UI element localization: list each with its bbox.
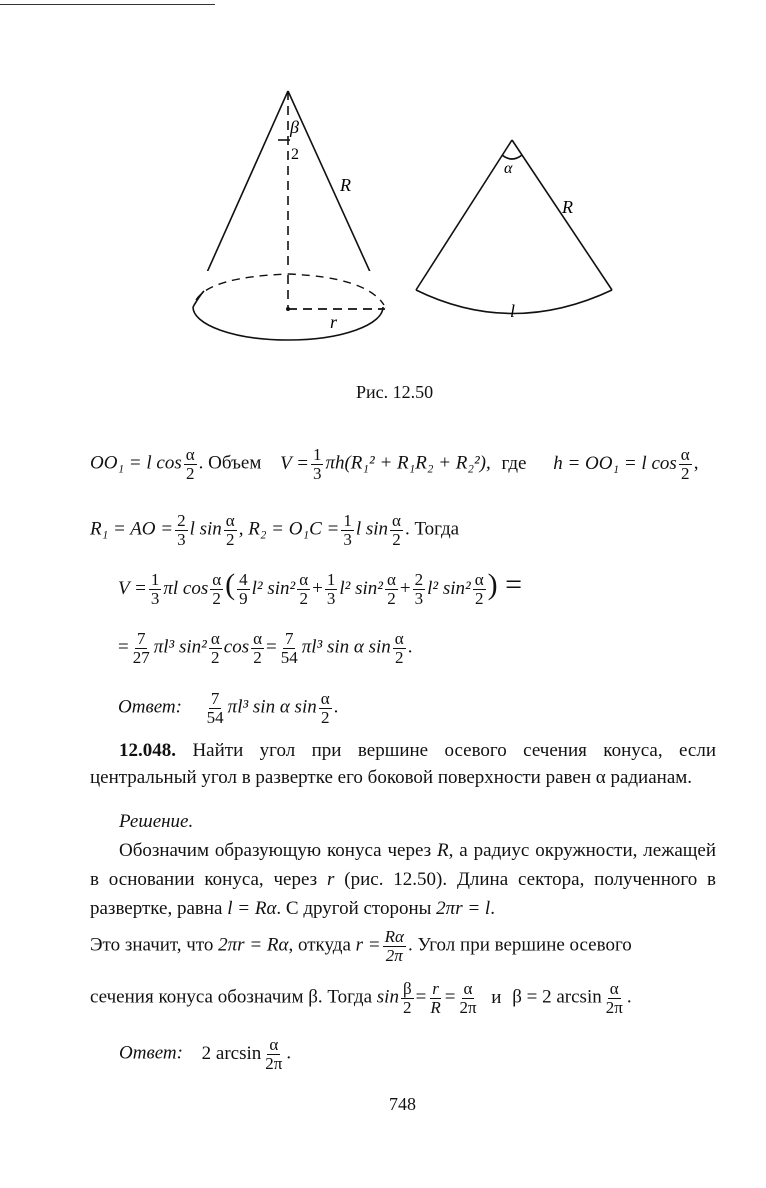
formula-line-3: V = $\frac{1}{3}$ πl cos $\frac{\alpha}{2}$ ( $\frac{4}{9}$ l² sin² $\frac{\alpha}{2}$ + $\frac{1}{3}$ l² sin² $\frac{\alpha}{2}$ + $\frac{2}{3}$ l² sin² $\frac{\alpha}{2}$ ) =	[118, 568, 523, 609]
cone-two-label: 2	[291, 146, 299, 163]
figure-12-50	[180, 85, 620, 345]
answer-final: Ответ: 2 arcsin $\frac{\alpha}{2\pi}$ .	[119, 1035, 292, 1073]
sector-alpha-label: α	[504, 160, 513, 177]
cone-R-label: R	[340, 175, 351, 195]
page-number: 748	[389, 1094, 416, 1114]
sector-l-label: l	[510, 301, 516, 321]
solution-paragraph-3: сечения конуса обозначим β. Тогда sin $\frac{\beta}{2}$ = $\frac{r}{R}$ = $\frac{\alpha}{2\pi}$ и β = 2 arcsin $\frac{\alpha}{2\pi}$ .	[90, 979, 632, 1017]
figure-caption: Рис. 12.50	[356, 382, 434, 402]
solution-label: Решение.	[119, 811, 194, 832]
answer-prev: Ответ: $\frac{7}{54}$ πl³ sin α sin $\frac{\alpha}{2}$ .	[118, 689, 339, 727]
sector-drawing	[416, 140, 612, 314]
cone-beta-label: β	[290, 117, 299, 137]
formula-line-4: = $\frac{7}{27}$ πl³ sin² $\frac{\alpha}{2}$ cos $\frac{\alpha}{2}$ = $\frac{7}{54}$ πl³ sin α sin $\frac{\alpha}{2}$ .	[118, 629, 413, 667]
top-rule	[0, 4, 215, 5]
cone-r-label: r	[330, 312, 338, 332]
solution-paragraph-2: Это значит, что 2πr = Rα, откуда r = $\frac{R\alpha}{2\pi}$ . Угол при вершине осевого	[90, 927, 632, 965]
formula-line-2: R₁ = AO = $\frac{2}{3}$ l sin $\frac{\alpha}{2}$ , R₂ = O₁C = $\frac{1}{3}$ l sin $\frac{\alpha}{2}$ . Тогда	[90, 511, 460, 549]
formula-line-1: OO₁ = l cos $\frac{\alpha}{2}$ . Объем V = $\frac{1}{3}$ πh(R₁² + R₁R₂ + R₂²), где h = OO₁ = l cos $\frac{\alpha}{2}$ ,	[90, 445, 699, 483]
sector-R-label: R	[562, 197, 573, 217]
solution-paragraph-1: Обозначим образующую конуса через R, а радиус окружности, лежащей в основании конуса, через r (рис. 12.50). Длина сектора, полученного в развертке, равна l = Rα. С другой стороны 2πr = l.	[90, 840, 717, 919]
problem-statement: 12.048. Найти угол при вершине осевого сечения конуса, если центральный угол в развертке его боковой поверхности равен α радианам.	[90, 740, 716, 788]
